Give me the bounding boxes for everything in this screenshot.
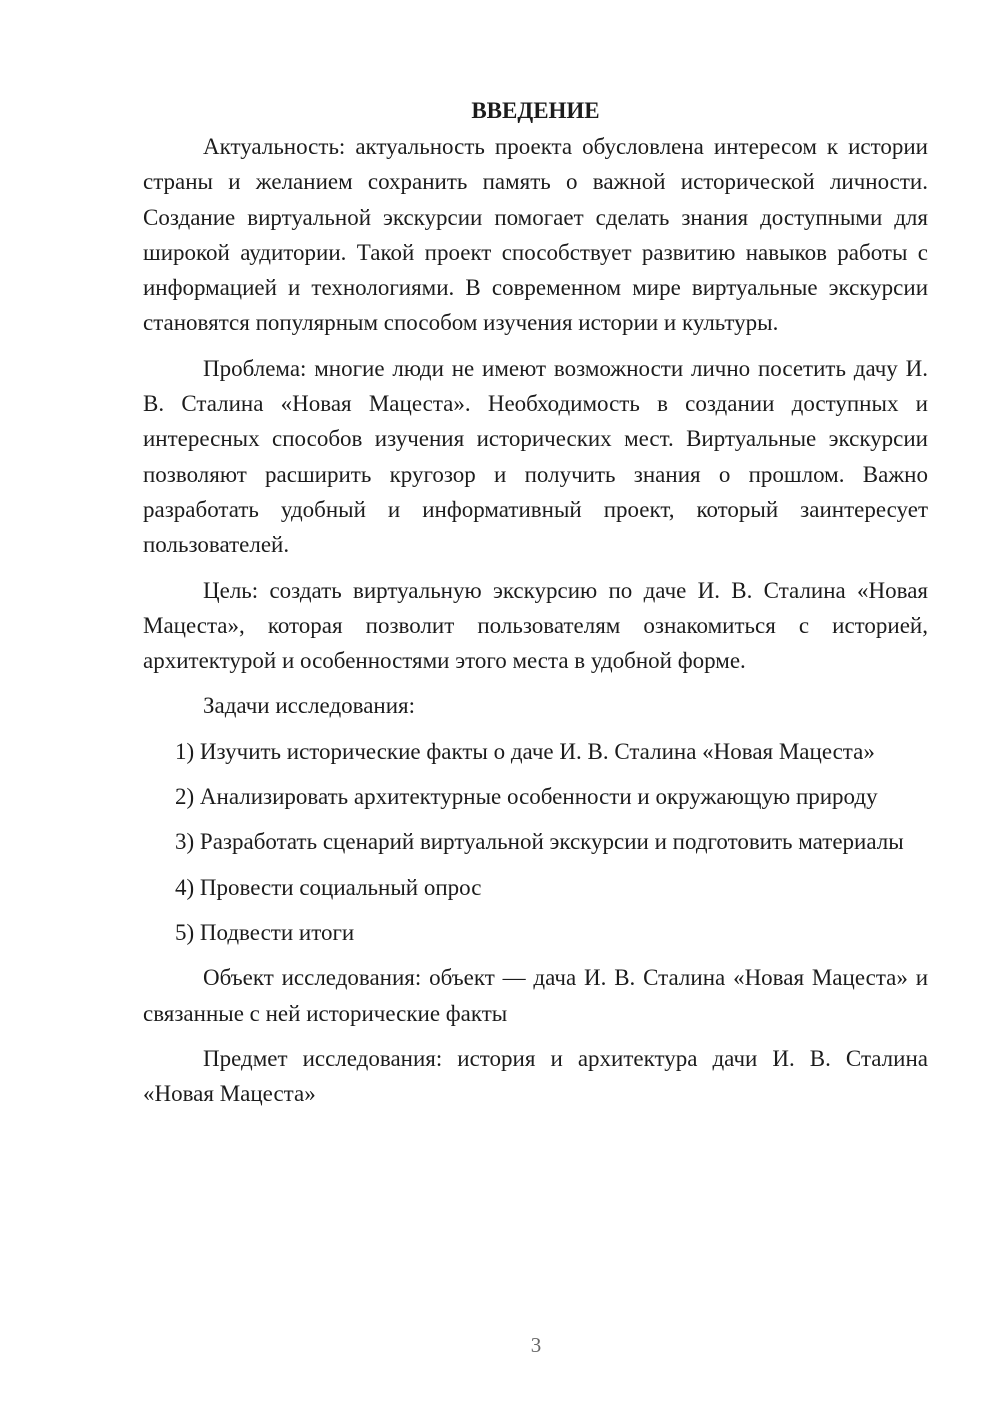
research-subject-paragraph: Предмет исследования: история и архитектура дачи И. В. Сталина «Новая Мацеста»: [143, 1045, 928, 1107]
goal-paragraph: Цель: создать виртуальную экскурсию по даче И. В. Сталина «Новая Мацеста», которая позволит пользователям ознакомиться с историей, архитектурой и особенностями этого места в удобной форме.: [143, 577, 928, 674]
page-number: 3: [530, 1333, 542, 1357]
task-item: 4) Провести социальный опрос: [175, 874, 482, 900]
research-object-paragraph: Объект исследования: объект — дача И. В. Сталина «Новая Мацеста» и связанные с ней исторические факты: [143, 965, 928, 1026]
tasks-heading: Задачи исследования:: [203, 693, 416, 719]
task-item: 2) Анализировать архитектурные особенности и окружающую природу: [175, 784, 878, 810]
task-item: 1) Изучить исторические факты о даче И. В. Сталина «Новая Мацеста»: [175, 738, 875, 764]
page-content: [143, 95, 928, 1121]
relevance-paragraph: Актуальность: актуальность проекта обусловлена интересом к истории страны и желанием сохранить память о важной исторической личности. Создание виртуальной экскурсии помогает сделать знания доступными для широкой аудитории. Такой проект способствует развитию навыков работы с информацией и технологиями. В современном мире виртуальные экскурсии становятся популярным способом изучения истории и культуры.: [143, 134, 928, 336]
problem-paragraph: Проблема: многие люди не имеют возможности лично посетить дачу И. В. Сталина «Новая Мацеста». Необходимость в создании доступных и интересных способов изучения исторических мест. Виртуальные экскурсии позволяют расширить кругозор и получить знания о прошлом. Важно разработать удобный и информативный проект, который заинтересует пользователей.: [143, 355, 928, 558]
task-item: 3) Разработать сценарий виртуальной экскурсии и подготовить материалы: [175, 829, 904, 855]
task-item: 5) Подвести итоги: [175, 919, 355, 945]
page-title: ВВЕДЕНИЕ: [471, 98, 600, 123]
